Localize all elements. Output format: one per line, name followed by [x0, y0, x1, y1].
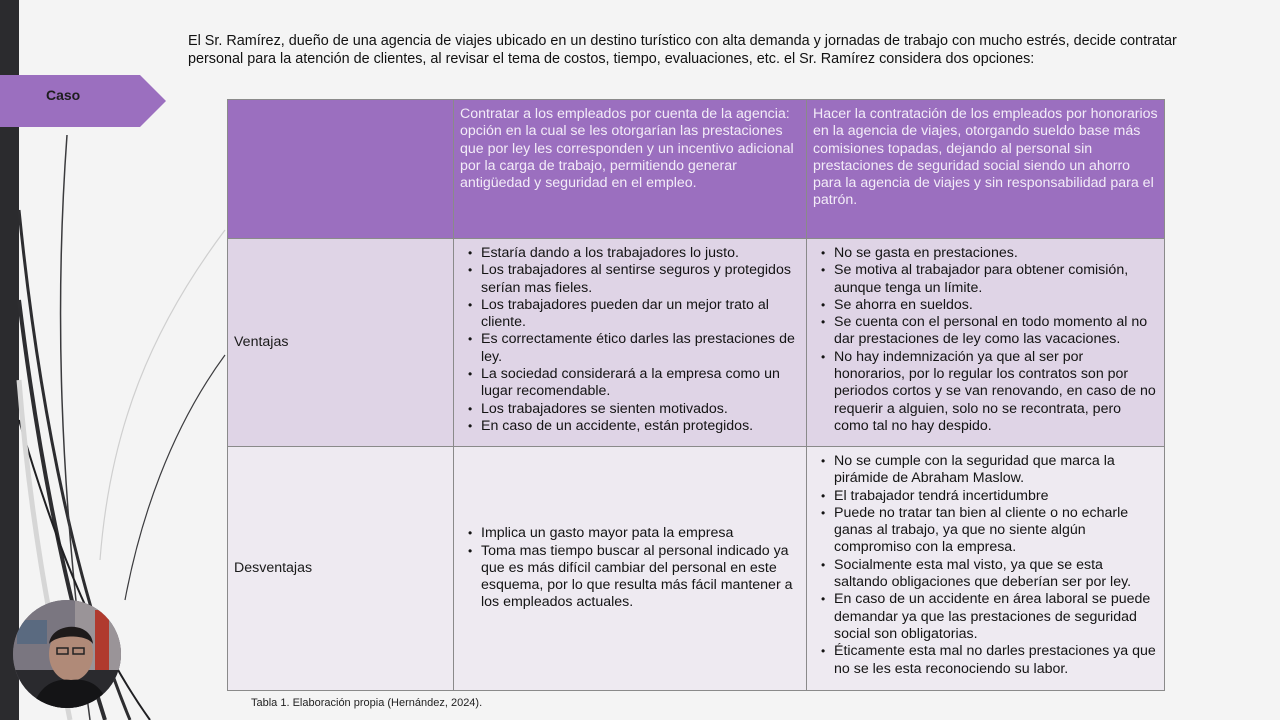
- list-item: • Es correctamente ético darles las prestaciones de ley.: [481, 331, 800, 366]
- header-option-2: Hacer la contratación de los empleados por honorarios en la agencia de viajes, otorgando sueldo base más comisiones topadas, dejando al personal sin prestaciones de seguridad social siendo un ahorro para la agencia de viajes y sin responsabilidad para el patrón.: [807, 100, 1165, 239]
- table-header-row: [228, 100, 1165, 239]
- ventajas-option-2: [807, 239, 1165, 447]
- list-item: • En caso de un accidente, están protegidos.: [481, 418, 800, 435]
- table-row-ventajas: [228, 239, 1165, 447]
- desventajas-option-2-list: [813, 453, 1158, 678]
- list-item: • El trabajador tendrá incertidumbre: [834, 488, 1158, 505]
- list-item: • En caso de un accidente en área laboral se puede demandar ya que las prestaciones de seguridad social son obligatorias.: [834, 591, 1158, 643]
- list-item: • Los trabajadores al sentirse seguros y protegidos serían mas fieles.: [481, 262, 800, 297]
- row-label-desventajas: Desventajas: [228, 447, 454, 691]
- list-item: • No hay indemnización ya que al ser por honorarios, por lo regular los contratos son por periodos cortos y se van renovando, en caso de no requerir a alguien, solo no se recontrata, pero como tal no hay despido.: [834, 349, 1158, 435]
- header-option-1: Contratar a los empleados por cuenta de la agencia: opción en la cual se les otorgarían las prestaciones que por ley les corresponden y un incentivo adicional por la carga de trabajo, permitiendo generar antigüedad y seguridad en el empleo.: [454, 100, 807, 239]
- list-item: • Los trabajadores pueden dar un mejor trato al cliente.: [481, 297, 800, 332]
- list-item: • Se ahorra en sueldos.: [834, 297, 1158, 314]
- presenter-silhouette: [13, 600, 121, 708]
- header-empty-cell: [228, 100, 454, 239]
- table-caption: Tabla 1. Elaboración propia (Hernández, 2024).: [251, 697, 483, 709]
- row-label-ventajas: Ventajas: [228, 239, 454, 447]
- list-item: • No se cumple con la seguridad que marca la pirámide de Abraham Maslow.: [834, 453, 1158, 488]
- list-item: • Se cuenta con el personal en todo momento al no dar prestaciones de ley como las vacaciones.: [834, 314, 1158, 349]
- list-item: • Puede no tratar tan bien al cliente o no echarle ganas al trabajo, ya que no siente algún compromiso con la empresa.: [834, 505, 1158, 557]
- list-item: • Éticamente esta mal no darles prestaciones ya que no se les esta reconociendo su labor.: [834, 643, 1158, 678]
- section-tab-label: Caso: [46, 87, 81, 103]
- tab-arrow-shape: [0, 75, 166, 127]
- list-item: • Se motiva al trabajador para obtener comisión, aunque tenga un límite.: [834, 262, 1158, 297]
- table-row-desventajas: [228, 447, 1165, 691]
- desventajas-option-1-list: [460, 525, 800, 611]
- list-item: • Los trabajadores se sienten motivados.: [481, 401, 800, 418]
- desventajas-option-2: [807, 447, 1165, 691]
- ventajas-option-1: [454, 239, 807, 447]
- list-item: • No se gasta en prestaciones.: [834, 245, 1158, 262]
- ventajas-option-1-list: [460, 245, 800, 435]
- ventajas-option-2-list: [813, 245, 1158, 435]
- comparison-table: [227, 99, 1165, 691]
- list-item: • La sociedad considerará a la empresa como un lugar recomendable.: [481, 366, 800, 401]
- list-item: • Socialmente esta mal visto, ya que se esta saltando obligaciones que deberían ser por ley.: [834, 557, 1158, 592]
- section-tab: [0, 75, 166, 127]
- desventajas-option-1: [454, 447, 807, 691]
- list-item: • Toma mas tiempo buscar al personal indicado ya que es más difícil cambiar del personal en este esquema, por lo que resulta más fácil mantener a los empleados actuales.: [481, 543, 800, 612]
- intro-paragraph: El Sr. Ramírez, dueño de una agencia de viajes ubicado en un destino turístico con alta demanda y jornadas de trabajo con mucho estrés, decide contratar personal para la atención de clientes, al revisar el tema de costos, tiempo, evaluaciones, etc. el Sr. Ramírez considera dos opciones:: [188, 33, 1177, 67]
- list-item: • Estaría dando a los trabajadores lo justo.: [481, 245, 800, 262]
- presenter-webcam-icon: [13, 600, 121, 708]
- list-item: • Implica un gasto mayor pata la empresa: [481, 525, 800, 542]
